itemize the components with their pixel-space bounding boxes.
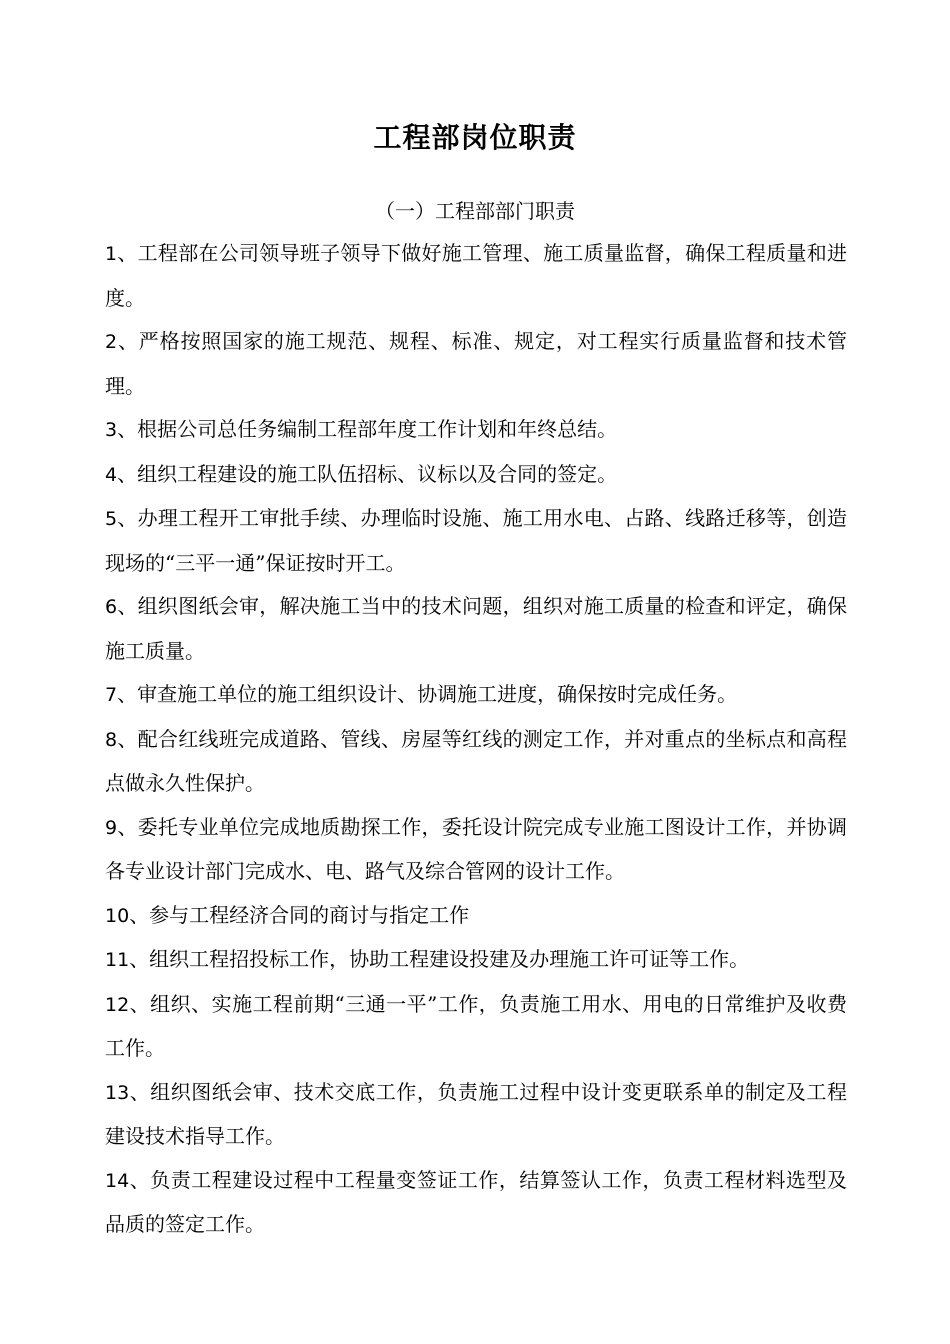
duty-item-text: 、组织工程建设的施工队伍招标、议标以及合同的签定。 xyxy=(117,461,618,486)
duty-item xyxy=(105,718,847,806)
duty-item-text: 、组织图纸会审、技术交底工作，负责施工过程中设计变更联系单的制定及工程建设技术指导工作。 xyxy=(105,1079,847,1148)
duty-item-text: 、委托专业单位完成地质勘探工作，委托设计院完成专业施工图设计工作，并协调各专业设计部门完成水、电、路气及综合管网的设计工作。 xyxy=(105,814,847,883)
duty-item xyxy=(105,585,847,673)
duty-item-text: 、组织、实施工程前期“三通一平”工作，负责施工用水、用电的日常维护及收费工作。 xyxy=(105,991,847,1060)
duty-list xyxy=(105,232,847,1247)
duty-item-text: 、组织工程招投标工作，协助工程建设投建及办理施工许可证等工作。 xyxy=(129,947,750,971)
duty-item xyxy=(105,497,847,585)
duty-item-number: 2 xyxy=(105,331,118,353)
duty-item xyxy=(105,894,847,939)
document-title: 工程部岗位职责 xyxy=(373,121,577,154)
duty-item xyxy=(105,938,847,983)
duty-item-number: 14 xyxy=(105,1169,130,1192)
duty-item xyxy=(105,1071,847,1159)
duty-item xyxy=(105,806,847,894)
duty-item-number: 3 xyxy=(105,419,118,441)
duty-item-text: 、办理工程开工审批手续、办理临时设施、施工用水电、占路、线路迁移等，创造现场的“三平一通”保证按时开工。 xyxy=(105,506,847,575)
duty-item-text: 、工程部在公司领导班子领导下做好施工管理、施工质量监督，确保工程质量和进度。 xyxy=(105,241,847,310)
duty-item-number: 1 xyxy=(105,243,118,265)
duty-item-number: 5 xyxy=(105,508,118,530)
duty-item-text: 、严格按照国家的施工规范、规程、标准、规定，对工程实行质量监督和技术管理。 xyxy=(105,329,847,398)
duty-item-number: 10 xyxy=(105,904,130,927)
duty-item-text: 、组织图纸会审，解决施工当中的技术问题，组织对施工质量的检查和评定，确保施工质量。 xyxy=(105,594,847,663)
duty-item-number: 8 xyxy=(105,728,118,751)
duty-item-number: 6 xyxy=(105,596,118,618)
duty-item-number: 7 xyxy=(105,684,118,706)
duty-item-number: 13 xyxy=(105,1081,130,1104)
duty-item-text: 、配合红线班完成道路、管线、房屋等红线的测定工作，并对重点的坐标点和高程点做永久性保护。 xyxy=(105,726,847,795)
duty-item xyxy=(105,673,847,718)
duty-item-text: 、负责工程建设过程中工程量变签证工作，结算签认工作，负责工程材料选型及品质的签定工作。 xyxy=(105,1167,847,1236)
duty-item-number: 12 xyxy=(105,993,130,1016)
duty-item xyxy=(105,453,847,498)
duty-item-text: 、根据公司总任务编制工程部年度工作计划和年终总结。 xyxy=(117,417,618,441)
duty-item xyxy=(105,1159,847,1247)
duty-item xyxy=(105,983,847,1071)
duty-item-number: 4 xyxy=(105,463,118,486)
duty-item-text: 、审查施工单位的施工组织设计、协调施工进度，确保按时完成任务。 xyxy=(117,682,738,706)
section-heading: （一）工程部部门职责 xyxy=(375,199,575,223)
duty-item xyxy=(105,408,847,453)
duty-item-text: 、参与工程经济合同的商讨与指定工作 xyxy=(129,902,470,927)
duty-item-number: 11 xyxy=(105,949,130,971)
duty-item-number: 9 xyxy=(105,816,118,839)
duty-item xyxy=(105,320,847,408)
duty-item xyxy=(105,232,847,320)
